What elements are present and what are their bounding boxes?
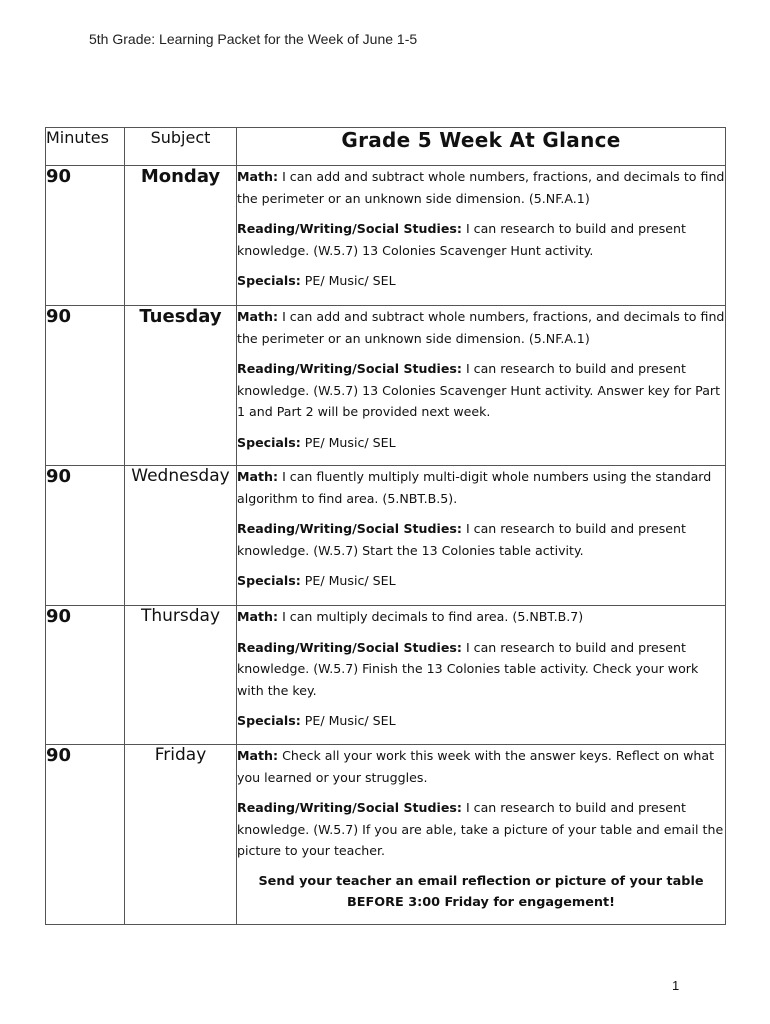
specials-label: Specials: — [237, 573, 301, 588]
row-day: Wednesday — [125, 466, 237, 606]
table-header-row — [46, 128, 726, 166]
math-entry — [237, 745, 725, 788]
reading-text: I can research to build and present knowledge. (W.5.7) If you are able, take a picture of your table and email the picture to your teacher. — [237, 800, 724, 858]
row-minutes: 90 — [46, 166, 125, 306]
reading-entry — [237, 218, 725, 261]
reading-label: Reading/Writing/Social Studies: — [237, 521, 462, 536]
table-row — [46, 466, 726, 606]
table-row — [46, 306, 726, 466]
specials-entry — [237, 270, 725, 292]
row-minutes: 90 — [46, 466, 125, 606]
page-number: 1 — [672, 978, 680, 993]
math-label: Math: — [237, 169, 279, 184]
row-day: Monday — [125, 166, 237, 306]
reading-label: Reading/Writing/Social Studies: — [237, 800, 462, 815]
row-description — [237, 745, 726, 925]
row-description — [237, 306, 726, 466]
reading-text: I can research to build and present knowledge. (W.5.7) 13 Colonies Scavenger Hunt activity. Answer key for Part 1 and Part 2 will be provided next week. — [237, 361, 721, 419]
reading-entry — [237, 518, 725, 561]
specials-entry — [237, 710, 725, 732]
row-day: Friday — [125, 745, 237, 925]
reading-text: I can research to build and present knowledge. (W.5.7) Finish the 13 Colonies table activity. Check your work with the key. — [237, 639, 699, 698]
table-row — [46, 166, 726, 306]
specials-text: PE/ Music/ SEL — [300, 273, 396, 288]
week-at-glance-table — [45, 127, 726, 925]
specials-label: Specials: — [237, 273, 301, 288]
specials-text: PE/ Music/ SEL — [300, 573, 396, 588]
row-description — [237, 606, 726, 745]
math-entry — [237, 606, 725, 628]
page-header: 5th Grade: Learning Packet for the Week of June 1-5 — [89, 31, 418, 47]
reading-label: Reading/Writing/Social Studies: — [237, 361, 462, 376]
reading-text: I can research to build and present knowledge. (W.5.7) Start the 13 Colonies table activity. — [237, 521, 686, 558]
row-day: Tuesday — [125, 306, 237, 466]
math-label: Math: — [237, 748, 279, 763]
math-entry — [237, 306, 725, 349]
table-row — [46, 606, 726, 745]
reading-entry — [237, 358, 725, 423]
specials-entry — [237, 570, 725, 592]
math-label: Math: — [237, 609, 279, 624]
row-description — [237, 166, 726, 306]
math-text: I can fluently multiply multi-digit whole numbers using the standard algorithm to find area. (5.NBT.B.5). — [237, 469, 712, 506]
row-minutes: 90 — [46, 745, 125, 925]
table-title: Grade 5 Week At Glance — [237, 128, 726, 166]
specials-entry — [237, 432, 725, 454]
specials-text: PE/ Music/ SEL — [300, 713, 396, 728]
math-label: Math: — [237, 469, 279, 484]
row-day: Thursday — [125, 606, 237, 745]
math-text: I can add and subtract whole numbers, fractions, and decimals to find the perimeter or an unknown side dimension. (5.NF.A.1) — [237, 169, 725, 206]
row-minutes: 90 — [46, 606, 125, 745]
reading-label: Reading/Writing/Social Studies: — [237, 639, 462, 655]
reading-entry — [237, 637, 725, 702]
math-entry — [237, 466, 725, 509]
engagement-note: Send your teacher an email reflection or picture of your table BEFORE 3:00 Friday for engagement! — [258, 873, 704, 910]
specials-text: PE/ Music/ SEL — [300, 434, 396, 450]
math-text: I can add and subtract whole numbers, fractions, and decimals to find the perimeter or an unknown side dimension. (5.NF.A.1) — [237, 309, 725, 346]
reading-entry — [237, 797, 725, 862]
math-label: Math: — [237, 309, 279, 324]
math-text: Check all your work this week with the answer keys. Reflect on what you learned or your struggles. — [237, 748, 715, 785]
column-header-subject: Subject — [125, 128, 237, 166]
row-description — [237, 466, 726, 606]
reading-label: Reading/Writing/Social Studies: — [237, 221, 462, 236]
math-entry — [237, 166, 725, 209]
specials-label: Specials: — [237, 713, 301, 728]
specials-label: Specials: — [237, 434, 301, 450]
table-row — [46, 745, 726, 925]
column-header-minutes: Minutes — [46, 128, 125, 166]
reading-text: I can research to build and present knowledge. (W.5.7) 13 Colonies Scavenger Hunt activity. — [237, 221, 686, 258]
math-text: I can multiply decimals to find area. (5.NBT.B.7) — [278, 609, 584, 624]
row-minutes: 90 — [46, 306, 125, 466]
